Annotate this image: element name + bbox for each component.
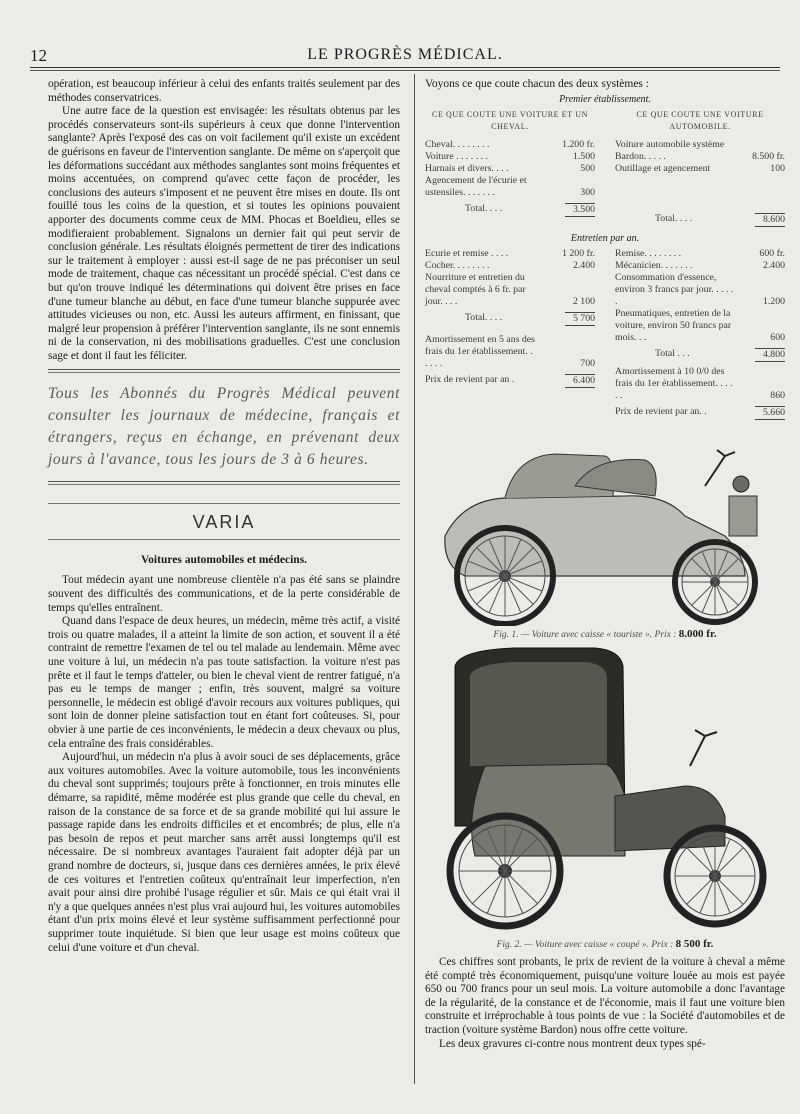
article-title: Voitures automobiles et médecins. (140, 554, 308, 567)
table-row (615, 272, 785, 308)
table-section-title: Premier établissement. (559, 94, 651, 105)
table-row (425, 260, 595, 272)
table-row (425, 248, 595, 260)
caption-text: Fig. 1. — Voiture avec caisse « touriste ». Prix : (493, 630, 677, 640)
total-value: 5 700 (565, 312, 595, 326)
row-label: Prix de revient par an. . (615, 406, 707, 417)
row-value: 300 (580, 187, 595, 198)
header-rule-thin (30, 70, 780, 71)
figure-caption (425, 628, 785, 640)
row-label: Voiture . . . . . . . (425, 151, 488, 162)
figure-caption (425, 938, 785, 950)
section-heading: VARIA (192, 512, 256, 533)
cost-table-entretien (425, 248, 785, 420)
row-label: Voiture automobile système Bardon. . . . . (615, 139, 725, 162)
row-value: 6.400 (565, 374, 595, 388)
table-row (615, 139, 785, 163)
horse-column (425, 109, 595, 227)
front-wheel (667, 828, 763, 924)
column-header: CE QUE COUTE UNE VOITURE AUTOMOBILE. (636, 110, 764, 131)
table-row (425, 163, 595, 175)
auto-column (615, 248, 785, 420)
table-row (425, 272, 595, 308)
row-label: Mécanicien. . . . . . . (615, 260, 693, 271)
divider (48, 372, 400, 373)
price-row (425, 374, 595, 388)
subscribers-notice: Tous les Abonnés du Progrès Médical peuvent consulter les journaux de médecine, français et étrangers, reçus en échange, en prévenant deux jours à l'avance, tous les jours de 3 à 6 heures. (48, 385, 400, 469)
table-row (615, 260, 785, 272)
table-row (425, 151, 595, 163)
row-label: Harnais et divers. . . . (425, 163, 509, 174)
auto-rows (615, 139, 785, 175)
row-value: 1.200 fr. (562, 139, 595, 150)
total-label: Total. . . . (465, 203, 503, 214)
touring-car-illustration (425, 426, 785, 626)
header-rule (30, 67, 780, 68)
row-label: Amortissement à 10 0/0 des frais du 1er établissement. . . . . . (615, 366, 733, 401)
article-paragraph: Tout médecin ayant une nombreuse clientèle n'a pas été sans se plaindre souvent des difficultés des communications, et de la perte considérable de temps qu'elles entraînent. (48, 574, 400, 614)
paragraph: opération, est beaucoup inférieur à celui des enfants traités seulement par des méthodes conservatrices. (48, 78, 400, 104)
row-value: 5.660 (755, 406, 785, 420)
horse-column (425, 248, 595, 420)
left-column (48, 78, 400, 955)
total-value: 8.600 (755, 213, 785, 227)
horse-rows (425, 139, 595, 199)
total-label: Total. . . . (655, 213, 693, 224)
divider (48, 369, 400, 370)
row-value: 600 fr. (759, 248, 785, 259)
total-label: Total . . . (655, 348, 690, 359)
row-value: 2 100 (572, 296, 595, 307)
section-heading-box (48, 503, 400, 540)
row-label: Ecurie et remise . . . . (425, 248, 509, 259)
table-row (615, 248, 785, 260)
table-row (615, 163, 785, 175)
row-value: 1.200 (762, 296, 785, 307)
row-label: Agencement de l'écurie et ustensiles. . . . . . . (425, 175, 527, 198)
table-row (425, 139, 595, 151)
row-label: Pneumatiques, entretien de la voiture, environ 50 francs par mois. . . (615, 308, 732, 343)
row-value: 1.500 (572, 151, 595, 162)
right-column (425, 78, 785, 1051)
amortization-row (425, 334, 595, 370)
row-label: Amortissement en 5 ans des frais du 1er établissement. . . . . . (425, 334, 535, 369)
row-label: Outillage et agencement (615, 163, 711, 174)
row-value: 2.400 (572, 260, 595, 271)
page-header (30, 44, 780, 66)
total-row (615, 213, 785, 227)
total-row (425, 203, 595, 217)
divider (48, 481, 400, 482)
article-paragraph: Quand dans l'espace de deux heures, un médecin, même très actif, a visité trois ou quatre malades, il a atteint la limite de son action, et souvent il a été contraint de remettre l'examen de tel ou tel malade au lendemain. Même avec une voiture à lui, un médecin n'a pas toute satisfaction. la voiture n'est pas prête et il faut le temps d'atteler, ou bien le cheval vient de rentrer fatigué, n'a pas eu le temps de manger ; enfin, très souvent, malgré sa voiture personnelle, le médecin est obligé d'avoir recours aux voitures publiques, qui sont loin de donner pleine satisfaction tout en étant fort coûteuses. Si, pour obvier à une partie de ces inconvénients, le médecin a deux chevaux ou plus, cela entraîne des frais considérables. (48, 615, 400, 750)
rear-wheel (457, 528, 553, 624)
caption-price: 8.000 fr. (678, 628, 717, 640)
row-label: Consommation d'essence, environ 3 francs par jour. . . . . . (615, 272, 734, 307)
column-header: CE QUE COUTE UNE VOITURE ET UN CHEVAL. (432, 110, 588, 131)
row-value: 600 (770, 332, 785, 343)
row-label: Cocher. . . . . . . . (425, 260, 490, 271)
auto-rows (615, 248, 785, 344)
row-value: 500 (580, 163, 595, 174)
figure-1 (425, 426, 785, 640)
amortization-row (615, 366, 785, 402)
article-paragraph: Aujourd'hui, un médecin n'a plus à avoir souci de ses déplacements, grâce aux voitures automobiles. Avec la voiture automobile, tous les inconvénients du cheval sont supprimés; toujours prête à fonctionner, en trois minutes elle démarre, sa rapidité, même modérée est plus grande que celle du cheval, en raison de la constance de sa force et de sa grande mobilité qui lui assure le passage rapide dans les endroits difficiles et et encombrés; de plus, elle n'a pas besoin de repos et peut marcher sans arrêt aussi longtemps qu'il est nécessaire. De si nombreux avantages l'auraient fait adopter déjà par un grand nombre de docteurs, si, jusque dans ces dernières années, le prix élevé de ces voitures et l'entretien coûteux qu'entraînait leur imperfection, n'en avait pour ainsi dire prohibé l'usage régulier et sûr. Mais ce qui était vrai il n'y a que quelques années n'est plus vrai aujourd hui, les voitures automobiles étant d'un prix moins élevé et leur système suffisamment perfectionné pour supprimer toute inquiétude. Si bien que leur usage est moins coûteux que celui d'une voiture et d'un cheval. (48, 751, 401, 954)
caption-text: Fig. 2. — Voiture avec caisse « coupé ». Prix : (496, 940, 674, 950)
cost-intro: Voyons ce que coute chacun des deux systèmes : (425, 78, 649, 90)
paragraph: Une autre face de la question est envisagée: les résultats obtenus par les procédés conservateurs sont-ils supérieurs à ceux que donne l'intervention sanglante? Après l'exposé des cas on voit facilement qu'il existe un excédent de guérisons en faveur de l'intervention sanglante. De même on s'aperçoit que les déformations succédant aux méthodes sanglantes sont moins fréquentes et moins accentuées, on comprend qu'avec cette façon de procéder, les conclusions des auteurs s'imposent et ne peuvent être mises en doute. Ils ont fouillé tous les coins de la question, et si toutes les opinions pouvaient apporter des documents comme ceux de MM. Phocas et Boeldieu, elles se modifieraient probablement. Signalons un dernier fait qui peut servir de conclusion générale. Les résultats éloignés permettent de tirer des indications sur le traitement à employer : aussi est-il sage de ne pas préconiser un seul mode de traitement, chaque cas nécessitant un procédé spécial. C'est dans ce but qu'on trouve indiqué les déterminations qui doivent être prises en face d'une tumeur blanche au début, en face d'une tumeur blanche suppurée avec attitudes vicieuses ou non, etc. Aussi les auteurs affirment, en finissant, que malgré leur propension à préférer l'intervention sanglante, ils ne sont ennemis ni de la conservation, ni des mobilisations graduelles. C'est une conclusion sage et dont il faut les féliciter. (48, 105, 400, 362)
price-row (615, 406, 785, 420)
total-label: Total. . . . (465, 312, 503, 323)
row-label: Cheval. . . . . . . . (425, 139, 490, 150)
auto-column (615, 109, 785, 227)
total-value: 4.800 (755, 348, 785, 362)
row-value: 700 (580, 358, 595, 369)
table-section-title: Entretien par an. (570, 233, 640, 244)
column-divider (414, 74, 415, 1084)
row-value: 2.400 (762, 260, 785, 271)
figure-2 (425, 646, 785, 950)
caption-price: 8 500 fr. (675, 938, 714, 950)
coupe-car-illustration (425, 646, 785, 936)
page-number: 12 (30, 46, 47, 65)
row-value: 8.500 fr. (752, 151, 785, 162)
rear-wheel (450, 816, 560, 926)
total-row (615, 348, 785, 362)
row-value: 860 (770, 390, 785, 401)
conclusion-paragraph: Les deux gravures ci-contre nous montrent deux types spé- (439, 1037, 706, 1050)
cost-table-premier (425, 109, 785, 227)
row-label: Prix de revient par an . (425, 374, 515, 385)
table-row (615, 308, 785, 344)
row-label: Remise. . . . . . . . (615, 248, 682, 259)
divider (48, 484, 400, 485)
row-value: 100 (770, 163, 785, 174)
row-label: Nourriture et entretien du cheval comptés à 6 fr. par jour. . . . (425, 272, 526, 307)
total-row (425, 312, 595, 326)
front-wheel (675, 542, 755, 622)
row-value: 1 200 fr. (562, 248, 595, 259)
total-value: 3.500 (565, 203, 595, 217)
conclusion-paragraph: Ces chiffres sont probants, le prix de revient de la voiture à cheval a même été compté très économiquement, puisqu'une voiture louée au mois est payée 650 ou 700 francs pour un seul mois. La voiture automobile a donc l'avantage de la régularité, de la constance et de l'économie, mais il faut une voiture bien construite et irréprochable à tous points de vue : la Société d'automobiles et de traction (voiture système Bardon) nous offre cette voiture. (425, 956, 785, 1036)
table-row (425, 175, 595, 199)
running-title: LE PROGRÈS MÉDICAL. (307, 46, 503, 63)
horse-rows (425, 248, 595, 308)
